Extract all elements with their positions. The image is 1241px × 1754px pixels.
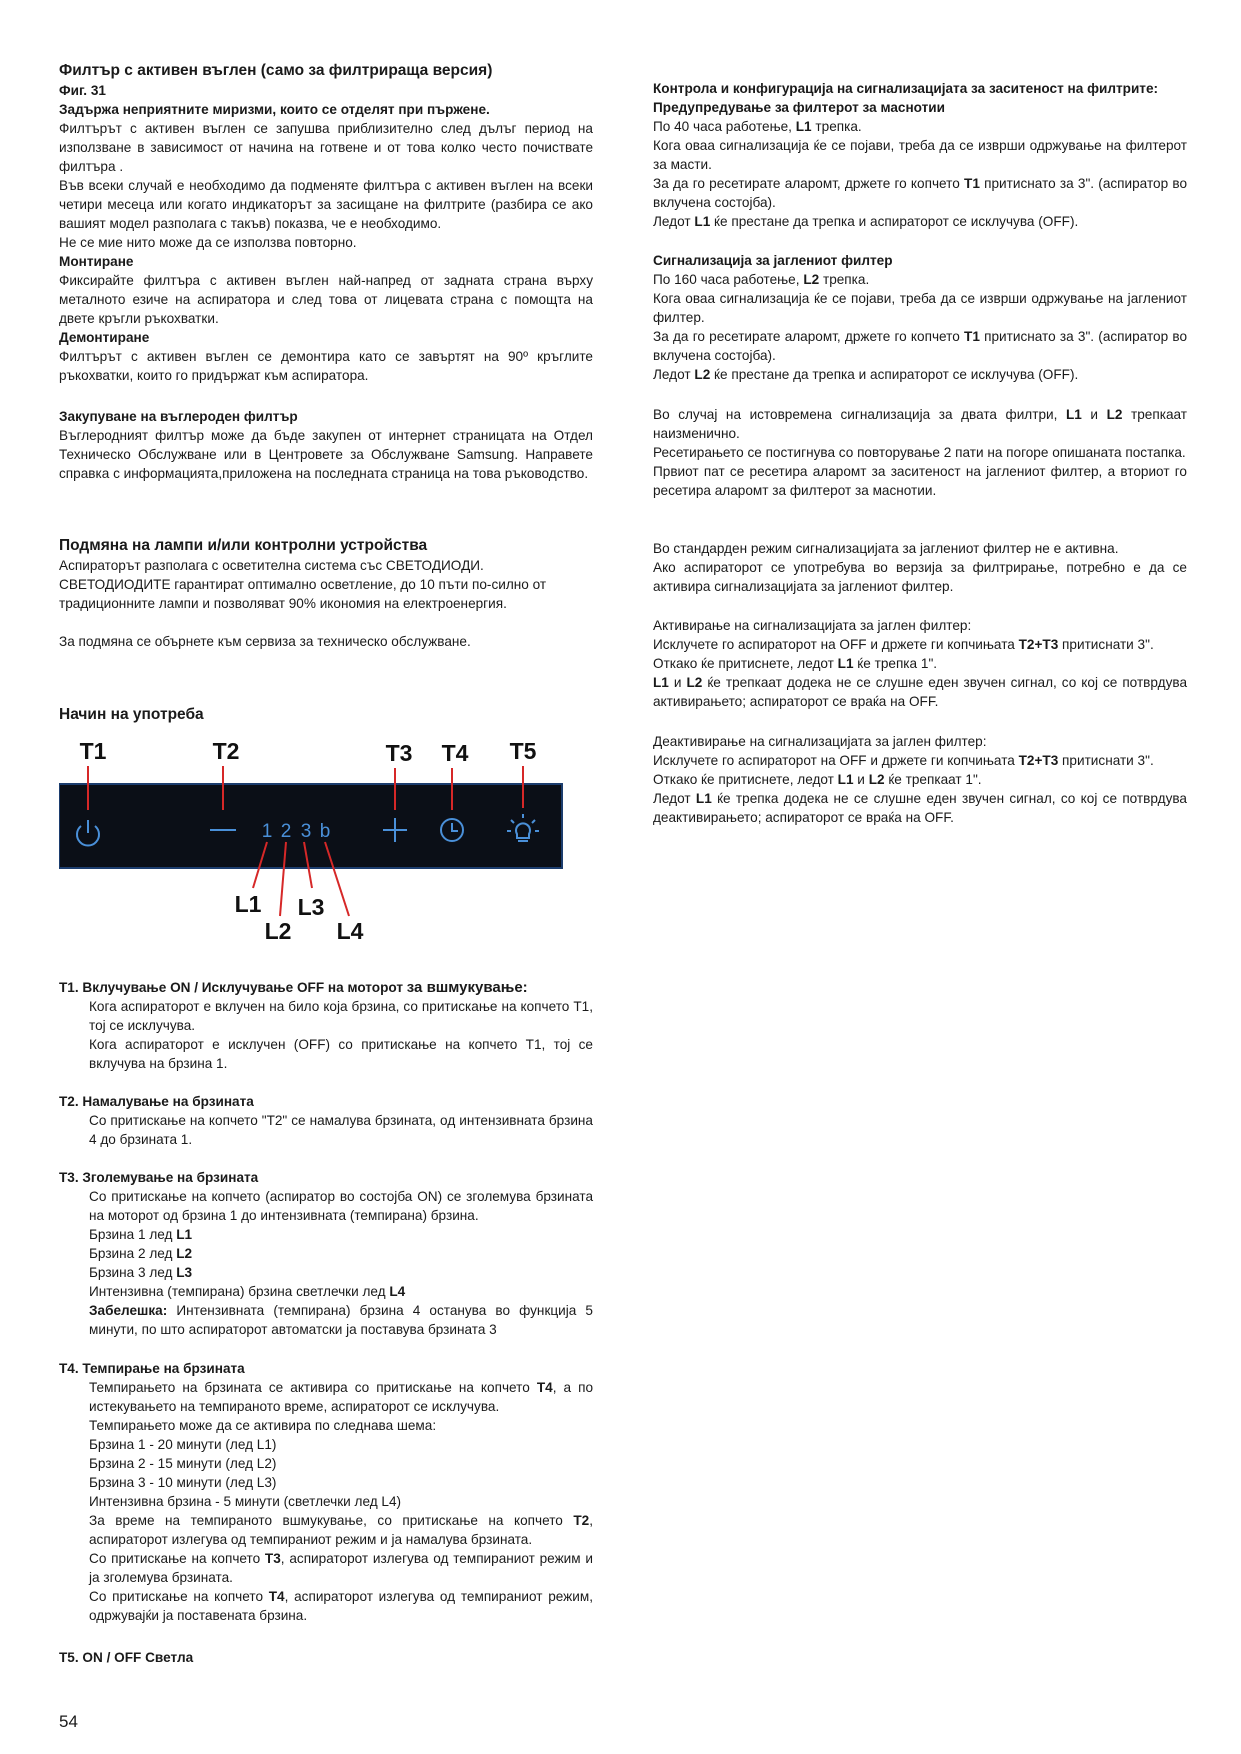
t1-title: T1. Вклучување ON / Исклучување OFF на моторот за вшмукување: — [59, 979, 528, 996]
grease-filter-subtitle: Предупредување за филтерот за маснотии — [653, 100, 945, 115]
paragraph: Ледот L1 ќе трепка додека не се слушне еден звучен сигнал, со кој се потврдува деактивирањето; аспираторот се враќа на OFF. — [653, 791, 1187, 825]
paragraph: По 160 часа работење, L2 трепка. — [653, 272, 870, 287]
speed-1-line: Брзина 1 лед L1 — [89, 1227, 193, 1242]
speed-3-line: Брзина 3 лед L3 — [89, 1265, 193, 1280]
grease-filter-alarm-section — [653, 79, 1187, 231]
led-4-indicator: b — [319, 821, 331, 842]
page-number: 54 — [59, 1712, 78, 1731]
carbon-paragraph: Филтърът с активен въглен се запушва приблизително след дълъг период на използване в зависимост от начина на готвене и от това колко често почиствате филтъра . — [59, 121, 593, 174]
carbon-paragraph: Не се мие нито може да се използва повторно. — [59, 235, 357, 250]
mount-paragraph: Фиксирайте филтъра с активен въглен най-напред от задната страна върху металното езиче на аспиратора и след това от лицевата страна с помощта на двете кръгли ръкохватки. — [59, 273, 593, 326]
lamps-paragraph: СВЕТОДИОДИТЕ гарантират оптимално осветление, до 10 пъти по-силно от традиционните лампи и позволяват 90% икономия на електроенергия. — [59, 577, 547, 611]
button-label-t5: T5 — [509, 738, 537, 764]
figure-ref: Фиг. 31 — [59, 83, 106, 98]
carbon-filter-alarm-section — [653, 251, 1187, 384]
paragraph: Во случај на истовремена сигнализација за двата филтри, L1 и L2 трепкаат наизменично. — [653, 407, 1187, 441]
t4-paragraph: Со притискање на копчето T3, аспираторот излегува од темпираниот режим и ја зголемува брзината. — [89, 1551, 593, 1585]
paragraph: Исклучете го аспираторот на OFF и држете ги копчињата T2+T3 притиснати 3". — [653, 637, 1154, 652]
saturation-title: Контрола и конфигурација на сигнализацијата за заситеност на филтрите: — [653, 81, 1159, 96]
carbon-filter-section — [59, 61, 593, 385]
lamps-paragraph: Аспираторът разполага с осветителна система със СВЕТОДИОДИ. — [59, 558, 484, 573]
carbon-paragraph: Във всеки случай е необходимо да подменяте филтъра с активен въглен на всеки четири месеца или когато индикаторът за засищане на филтрите (разбира се ако вашият модел разполага с такъв) показва, че е необходимо. — [59, 178, 593, 231]
t2-paragraph: Со притискање на копчето "T2" се намалува брзината, од интензивната брзина 4 до брзината 1. — [89, 1113, 593, 1147]
t1-paragraph: Кога аспираторот е исклучен (OFF) со притискање на копчето T1, тој се вклучува на брзина 1. — [89, 1037, 593, 1071]
led-label-l2: L2 — [264, 918, 292, 944]
paragraph: За да го ресетирате аларомт, држете го копчето T1 притиснато за 3". (аспиратор во вклучена состојба). — [653, 329, 1187, 363]
paragraph: Кога оваа сигнализација ќе се појави, треба да се изврши одржување на јаглениот филтер. — [653, 291, 1187, 325]
t2-title: T2. Намалување на брзината — [59, 1094, 254, 1109]
t3-section — [59, 1168, 593, 1339]
purchase-paragraph: Въглеродният филтър може да бъде закупен от интернет страницата на Отдел Техническо Обслужване или в Центровете за Обслужване Samsung. Направете справка с информацията,приложена на последната страница на това ръководство. — [59, 428, 593, 481]
paragraph: Првиот пат се ресетира аларомт за заситеност на јаглениот филтер, а вториот го ресетира аларомт за филтерот за маснотии. — [653, 464, 1187, 498]
button-label-t4: T4 — [441, 740, 469, 766]
t4-title: T4. Темпирање на брзината — [59, 1361, 245, 1376]
dismount-paragraph: Филтърът с активен въглен се демонтира като се завъртят на 90º кръглите ръкохватки, които го придържат към аспиратора. — [59, 349, 593, 383]
dismount-heading: Демонтиране — [59, 330, 150, 345]
paragraph: Откако ќе притиснете, ледот L1 и L2 ќе трепкаат 1". — [653, 772, 982, 787]
simultaneous-alarm-section — [653, 405, 1187, 500]
paragraph: По 40 часа работење, L1 трепка. — [653, 119, 862, 134]
led-2-indicator: 2 — [280, 821, 292, 842]
t3-paragraph: Со притискање на копчето (аспиратор во состојба ON) се зголемува брзината на моторот од брзина 1 до интензивната (темпирана) брзина. — [89, 1189, 593, 1223]
lamps-section — [59, 536, 593, 651]
t5-section — [59, 1648, 593, 1667]
paragraph: Ресетирањето се постигнува со повторување 2 пати на погоре опишаната постапка. — [653, 445, 1186, 460]
speed-4-line: Интензивна (темпирана) брзина светлечки лед L4 — [89, 1284, 406, 1299]
timer-line: Интензивна брзина - 5 минути (светлечки лед L4) — [89, 1494, 402, 1509]
t3-title: T3. Зголемување на брзината — [59, 1170, 259, 1185]
deactivation-heading: Деактивирање на сигнализацијата за јаглен филтер: — [653, 734, 987, 749]
t2-section — [59, 1092, 593, 1149]
led-3-indicator: 3 — [300, 821, 312, 842]
purchase-section — [59, 407, 593, 483]
t4-paragraph: Темпирањето може да се активира по следнава шема: — [89, 1418, 437, 1433]
mount-heading: Монтиране — [59, 254, 134, 269]
t4-paragraph: Темпирањето на брзината се активира со притискање на копчето T4, а по истекувањето на темпираното време, аспираторот се исклучува. — [89, 1380, 594, 1414]
usage-title: Начин на употреба — [59, 706, 204, 723]
t1-paragraph: Кога аспираторот е вклучен на било која брзина, со притискање на копчето T1, тој се исклучува. — [89, 999, 593, 1033]
activation-heading: Активирање на сигнализацијата за јаглен филтер: — [653, 618, 972, 633]
control-panel-diagram — [59, 730, 579, 955]
activation-section — [653, 616, 1187, 711]
timer-line: Брзина 2 - 15 минути (лед L2) — [89, 1456, 277, 1471]
speed-2-line: Брзина 2 лед L2 — [89, 1246, 193, 1261]
button-label-t2: T2 — [212, 738, 240, 764]
paragraph: Исклучете го аспираторот на OFF и држете ги копчињата T2+T3 притиснати 3". — [653, 753, 1154, 768]
t4-paragraph: Со притискање на копчето T4, аспираторот излегува од темпираниот режим, одржувајќи ја поставената брзина. — [89, 1589, 593, 1623]
standard-mode-section — [653, 539, 1187, 596]
paragraph: L1 и L2 ќе трепкаат додека не се слушне еден звучен сигнал, со кој се потврдува активирањето; аспираторот се враќа на OFF. — [653, 675, 1188, 709]
carbon-title: Филтър с активен въглен (само за филтрираща версия) — [59, 62, 493, 79]
led-label-l1: L1 — [234, 891, 262, 917]
carbon-subtitle: Задържа неприятните миризми, които се отделят при пържене. — [59, 102, 490, 117]
timer-line: Брзина 1 - 20 минути (лед L1) — [89, 1437, 277, 1452]
paragraph: Во стандарден режим сигнализацијата за јаглениот филтер не е активна. — [653, 541, 1119, 556]
paragraph: Откако ќе притиснете, ледот L1 ќе трепка 1". — [653, 656, 938, 671]
led-1-indicator: 1 — [261, 821, 273, 842]
lamps-title: Подмяна на лампи и/или контролни устройства — [59, 537, 428, 554]
button-label-t1: T1 — [79, 738, 107, 764]
timer-line: Брзина 3 - 10 минути (лед L3) — [89, 1475, 277, 1490]
t4-paragraph: За време на темпираното вшмукување, со притискање на копчето T2, аспираторот излегува од темпираниот режим и ја намалува брзината. — [89, 1513, 593, 1547]
paragraph: Кога оваа сигнализација ќе се појави, треба да се изврши одржување на филтерот за масти. — [653, 138, 1187, 172]
lamps-paragraph: За подмяна се обърнете към сервиза за техническо обслужване. — [59, 634, 471, 649]
paragraph: За да го ресетирате аларомт, држете го копчето T1 притиснато за 3". (аспиратор во вклучена состојба). — [653, 176, 1187, 210]
t1-section — [59, 978, 593, 1073]
deactivation-section — [653, 732, 1187, 827]
paragraph: Ако аспираторот се употребува во верзија за филтрирање, потребно е да се активира сигнализацијата за јаглениот филтер. — [653, 560, 1187, 594]
carbon-alarm-title: Сигнализација за јаглениот филтер — [653, 253, 893, 268]
paragraph: Ледот L2 ќе престане да трепка и аспираторот се исклучува (OFF). — [653, 367, 1079, 382]
t4-section — [59, 1359, 593, 1625]
purchase-title: Закупуване на въглероден филтър — [59, 409, 298, 424]
paragraph: Ледот L1 ќе престане да трепка и аспираторот се исклучува (OFF). — [653, 214, 1079, 229]
t3-note: Забелешка: Интензивната (темпирана) брзина 4 останува во функција 5 минути, по што аспираторот автоматски ја поставува брзината 3 — [89, 1303, 593, 1337]
t5-title: T5. ON / OFF Светла — [59, 1650, 194, 1665]
button-label-t3: T3 — [385, 740, 413, 766]
led-label-l4: L4 — [336, 918, 364, 944]
led-label-l3: L3 — [297, 894, 325, 920]
